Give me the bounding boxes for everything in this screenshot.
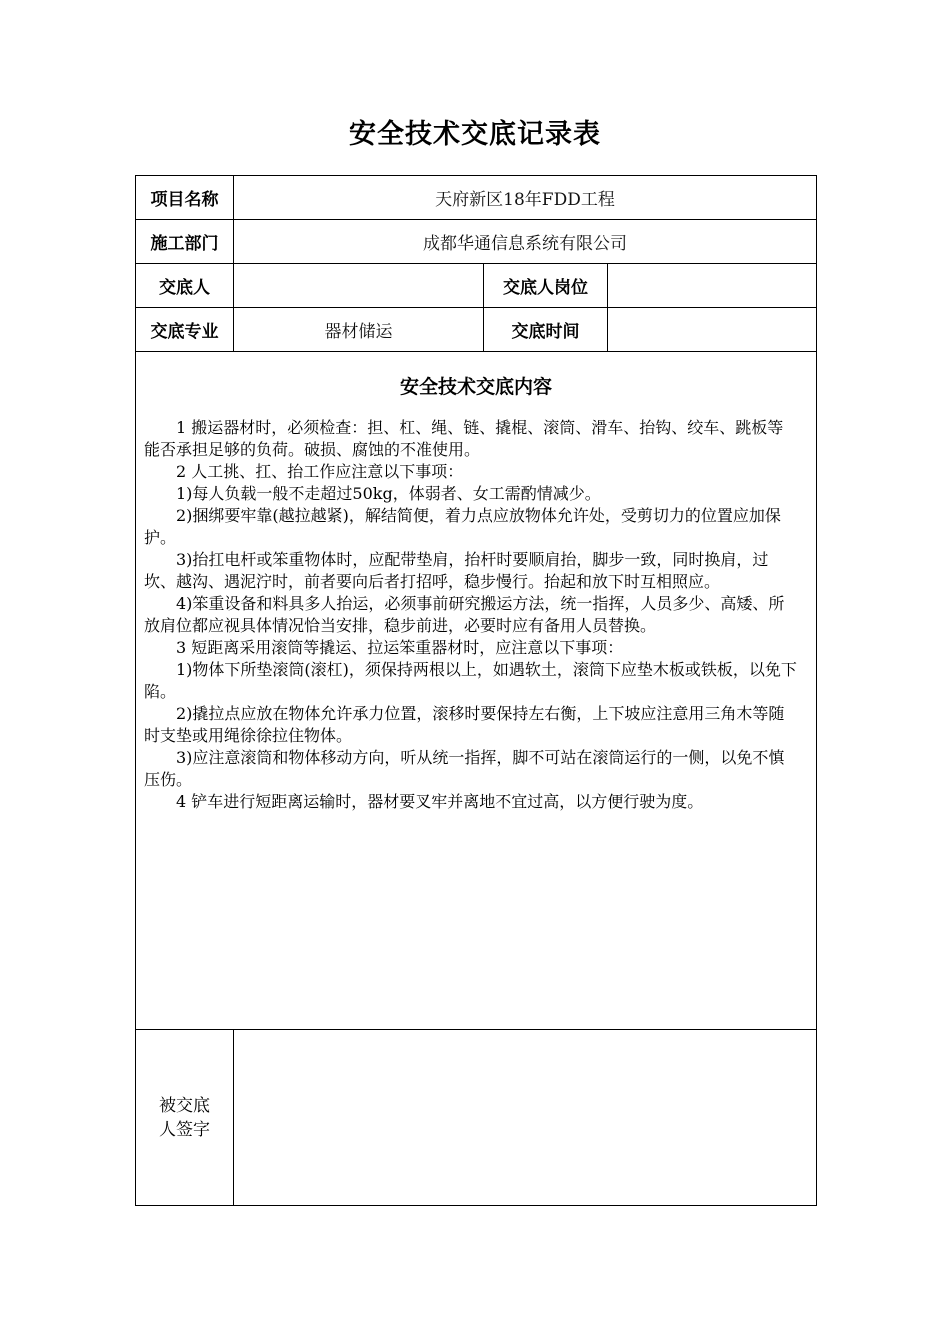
content-cell xyxy=(136,352,817,1030)
signature-label-line1: 被交底 xyxy=(159,1095,210,1116)
content-paragraph: 1)每人负载一般不走超过50kg，体弱者、女工需酌情减少。 xyxy=(176,484,601,503)
content-paragraph: 2)撬拉点应放在物体允许承力位置，滚移时要保持左右衡，上下坡应注意用三角木等随时支垫或用绳徐徐拉住物体。 xyxy=(144,704,785,745)
presenter-value-field[interactable] xyxy=(234,264,484,308)
row-project-name xyxy=(136,176,817,220)
row-presenter xyxy=(136,264,817,308)
content-paragraph: 1 搬运器材时，必须检查：担、杠、绳、链、撬棍、滚筒、滑车、抬钩、绞车、跳板等能否承担足够的负荷。破损、腐蚀的不准使用。 xyxy=(144,418,784,459)
time-label: 交底时间 xyxy=(484,308,608,352)
presenter-post-value-field[interactable] xyxy=(608,264,817,308)
content-paragraph: 3)抬扛电杆或笨重物体时，应配带垫肩，抬杆时要顺肩抬，脚步一致，同时换肩，过坎、越沟、遇泥泞时，前者要向后者打招呼，稳步慢行。抬起和放下时互相照应。 xyxy=(144,550,769,591)
content-paragraph: 3 短距离采用滚筒等撬运、拉运笨重器材时，应注意以下事项： xyxy=(176,638,624,657)
presenter-label: 交底人 xyxy=(136,264,234,308)
specialty-label: 交底专业 xyxy=(136,308,234,352)
content-paragraph: 2)捆绑要牢靠(越拉越紧)，解结简便，着力点应放物体允许处，受剪切力的位置应加保护。 xyxy=(144,506,781,547)
safety-briefing-form xyxy=(135,175,817,1206)
content-body xyxy=(136,417,816,813)
project-name-label: 项目名称 xyxy=(136,176,234,220)
content-paragraph: 2 人工挑、扛、抬工作应注意以下事项： xyxy=(176,462,464,481)
page-title: 安全技术交底记录表 xyxy=(349,119,601,150)
row-specialty xyxy=(136,308,817,352)
signature-field[interactable] xyxy=(234,1030,817,1206)
department-value: 成都华通信息系统有限公司 xyxy=(234,220,817,264)
content-paragraph: 4 铲车进行短距离运输时，器材要叉牢并离地不宜过高，以方便行驶为度。 xyxy=(176,792,704,811)
content-paragraph: 4)笨重设备和料具多人抬运，必须事前研究搬运方法，统一指挥，人员多少、高矮、所放肩位都应视具体情况恰当安排，稳步前进，必要时应有备用人员替换。 xyxy=(144,594,785,635)
time-value-field[interactable] xyxy=(608,308,817,352)
row-signature xyxy=(136,1030,817,1206)
signature-label xyxy=(136,1030,234,1206)
project-name-value: 天府新区18年FDD工程 xyxy=(234,176,817,220)
content-paragraph: 3)应注意滚筒和物体移动方向，听从统一指挥，脚不可站在滚筒运行的一侧，以免不慎压伤。 xyxy=(144,748,785,789)
specialty-value: 器材储运 xyxy=(234,308,484,352)
row-content xyxy=(136,352,817,1030)
content-heading: 安全技术交底内容 xyxy=(400,376,553,398)
content-paragraph: 1)物体下所垫滚筒(滚杠)，须保持两根以上，如遇软土，滚筒下应垫木板或铁板，以免下陷。 xyxy=(144,660,797,701)
presenter-post-label: 交底人岗位 xyxy=(484,264,608,308)
department-label: 施工部门 xyxy=(136,220,234,264)
signature-label-line2: 人签字 xyxy=(159,1119,210,1140)
row-department xyxy=(136,220,817,264)
